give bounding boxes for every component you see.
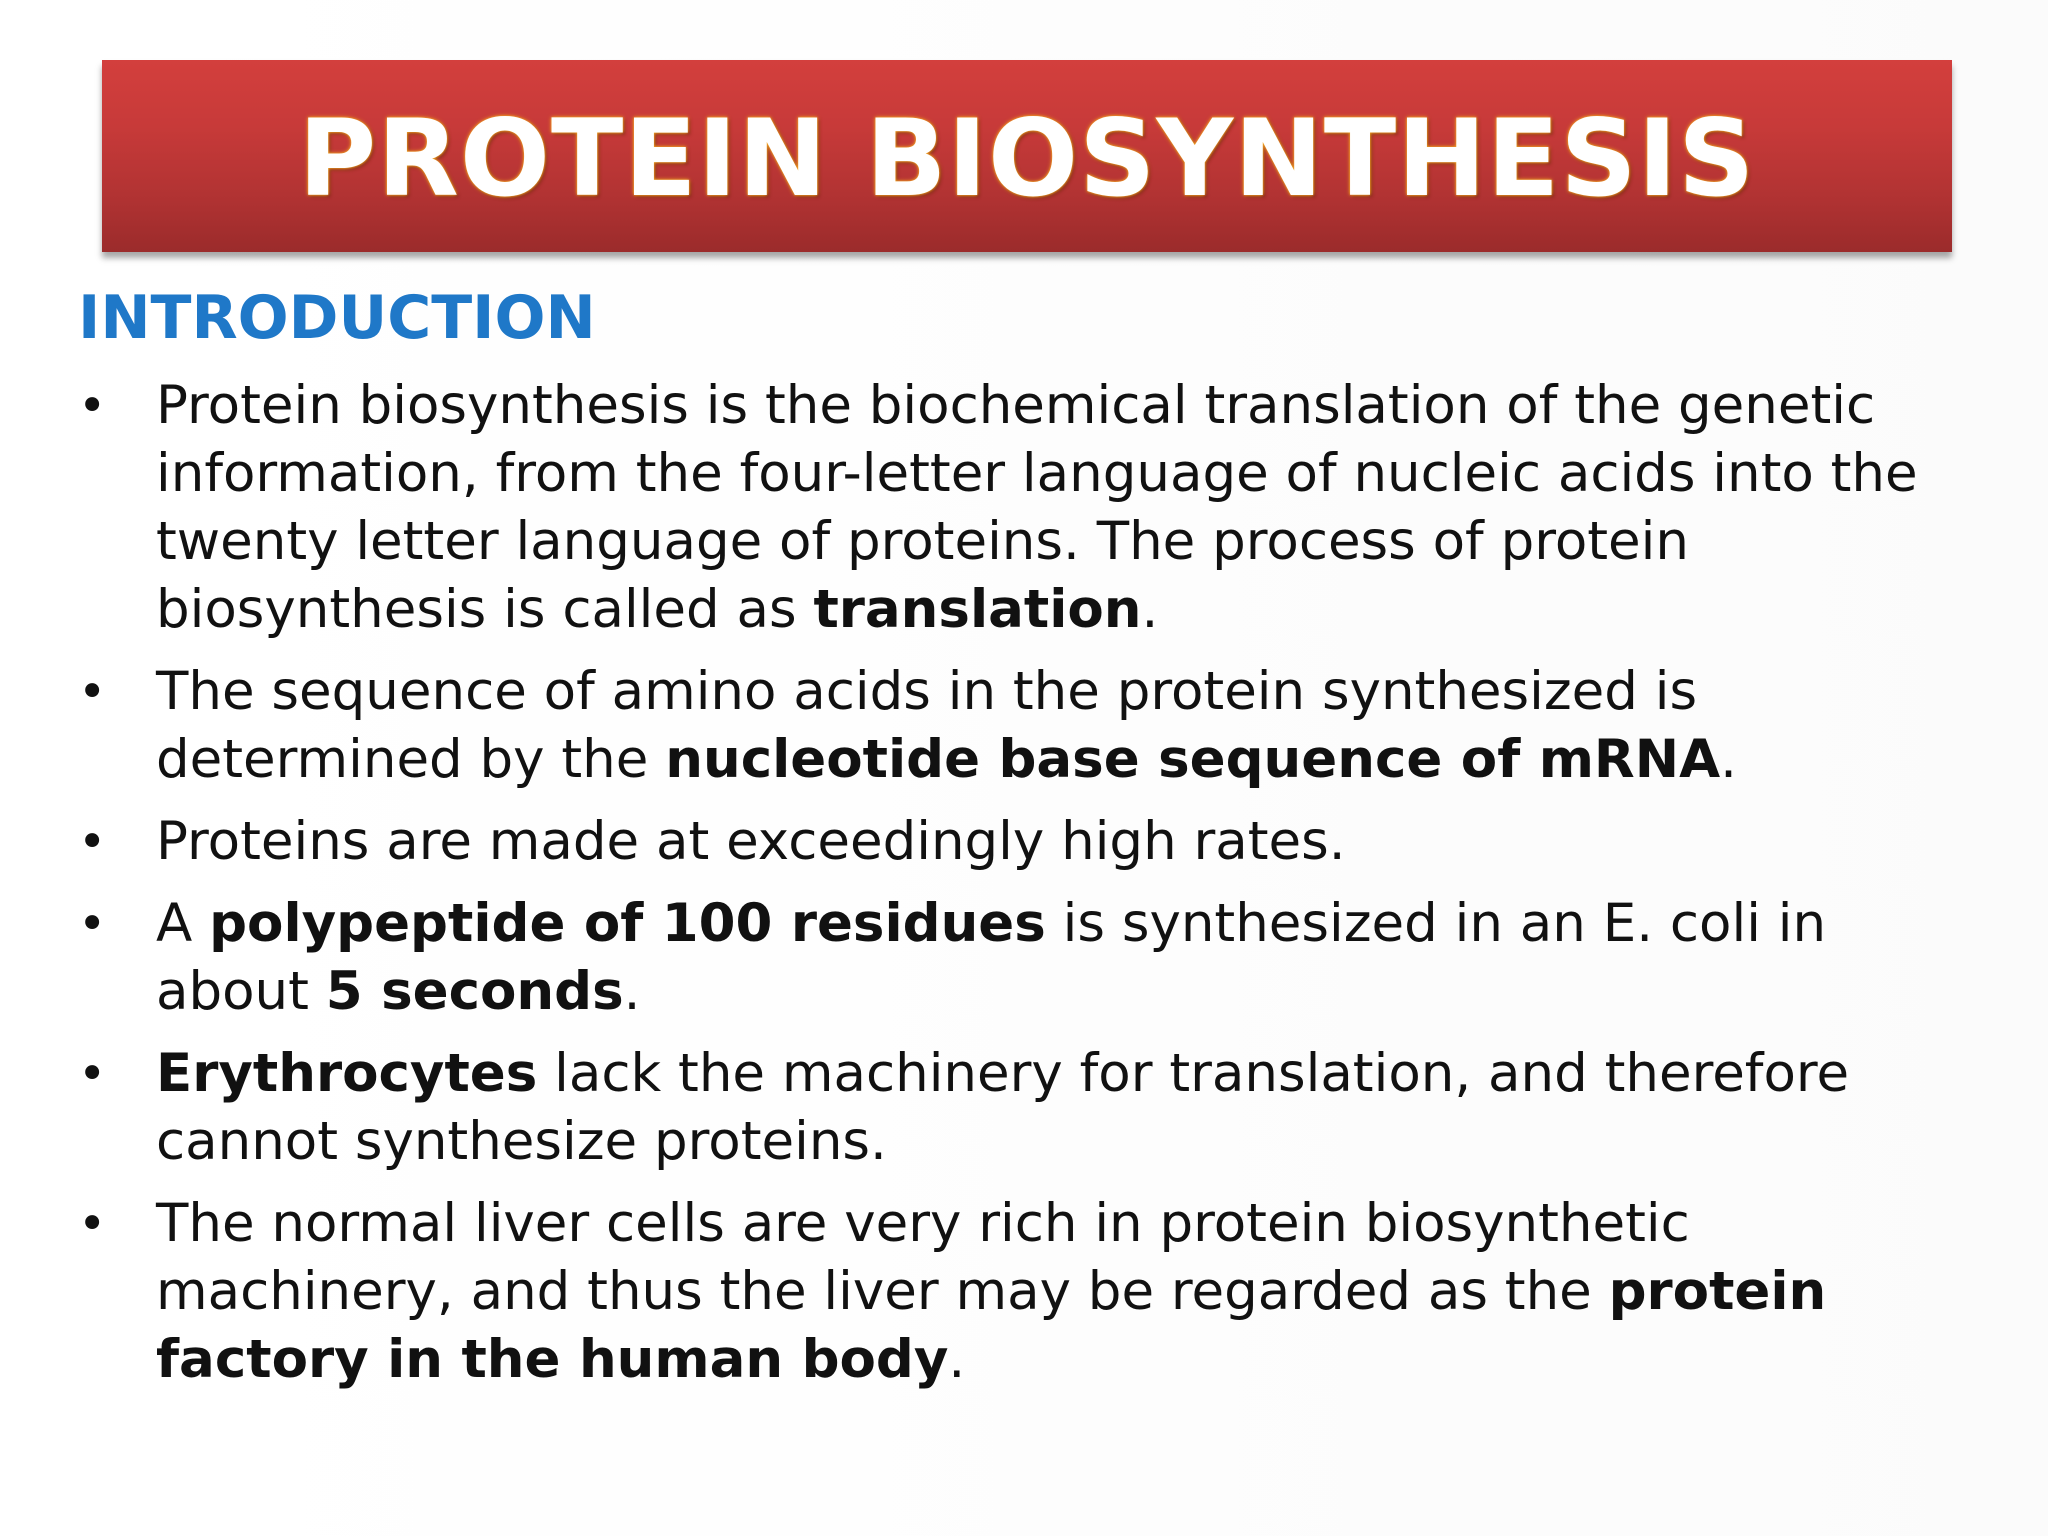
bullet-icon: • bbox=[78, 896, 107, 952]
bullet-text-bold: translation bbox=[813, 579, 1142, 640]
bullet-icon: • bbox=[78, 664, 107, 720]
bullet-text-part: A bbox=[156, 893, 210, 954]
bullet-text-bold: Erythrocytes bbox=[156, 1043, 538, 1104]
bullet-text-bold: nucleotide base sequence of mRNA bbox=[665, 729, 1721, 790]
bullet-icon: • bbox=[78, 378, 107, 434]
bullet-item bbox=[78, 658, 1978, 794]
title-banner bbox=[102, 60, 1952, 252]
bullet-text-part: . bbox=[948, 1329, 966, 1390]
bullet-text-part: . bbox=[1720, 729, 1737, 790]
bullet-item bbox=[78, 808, 1978, 876]
bullet-list bbox=[78, 372, 1978, 1408]
bullet-text-part: lack the machinery for translation, and therefore cannot synthesize proteins. bbox=[156, 1043, 1850, 1172]
slide-title: PROTEIN BIOSYNTHESIS bbox=[298, 96, 1756, 220]
bullet-item bbox=[78, 1190, 1978, 1394]
bullet-text-part: The sequence of amino acids in the protein synthesized is determined by the bbox=[156, 661, 1698, 790]
bullet-item bbox=[78, 372, 1978, 644]
bullet-text-part: Proteins are made at exceedingly high rates. bbox=[156, 811, 1346, 872]
bullet-text-part: . bbox=[1141, 579, 1159, 640]
bullet-text-bold: polypeptide of 100 residues bbox=[209, 893, 1046, 954]
bullet-icon: • bbox=[78, 1046, 107, 1102]
bullet-text-part: is synthesized in an E. coli in about bbox=[156, 893, 1827, 1022]
bullet-text-part: . bbox=[623, 961, 641, 1022]
bullet-text-part: Protein biosynthesis is the biochemical translation of the genetic information, from the four-letter language of nucleic acids into the twenty letter language of proteins. The process of protein biosynthesis is called as bbox=[156, 375, 1918, 640]
bullet-icon: • bbox=[78, 814, 107, 870]
bullet-text-part: The normal liver cells are very rich in protein biosynthetic machinery, and thus the liver may be regarded as the bbox=[156, 1193, 1690, 1322]
bullet-icon: • bbox=[78, 1196, 107, 1252]
section-heading: INTRODUCTION bbox=[78, 283, 596, 353]
bullet-text-bold: protein factory in the human body bbox=[156, 1261, 1827, 1390]
bullet-item bbox=[78, 890, 1978, 1026]
bullet-item bbox=[78, 1040, 1978, 1176]
bullet-text-bold: 5 seconds bbox=[325, 961, 624, 1022]
